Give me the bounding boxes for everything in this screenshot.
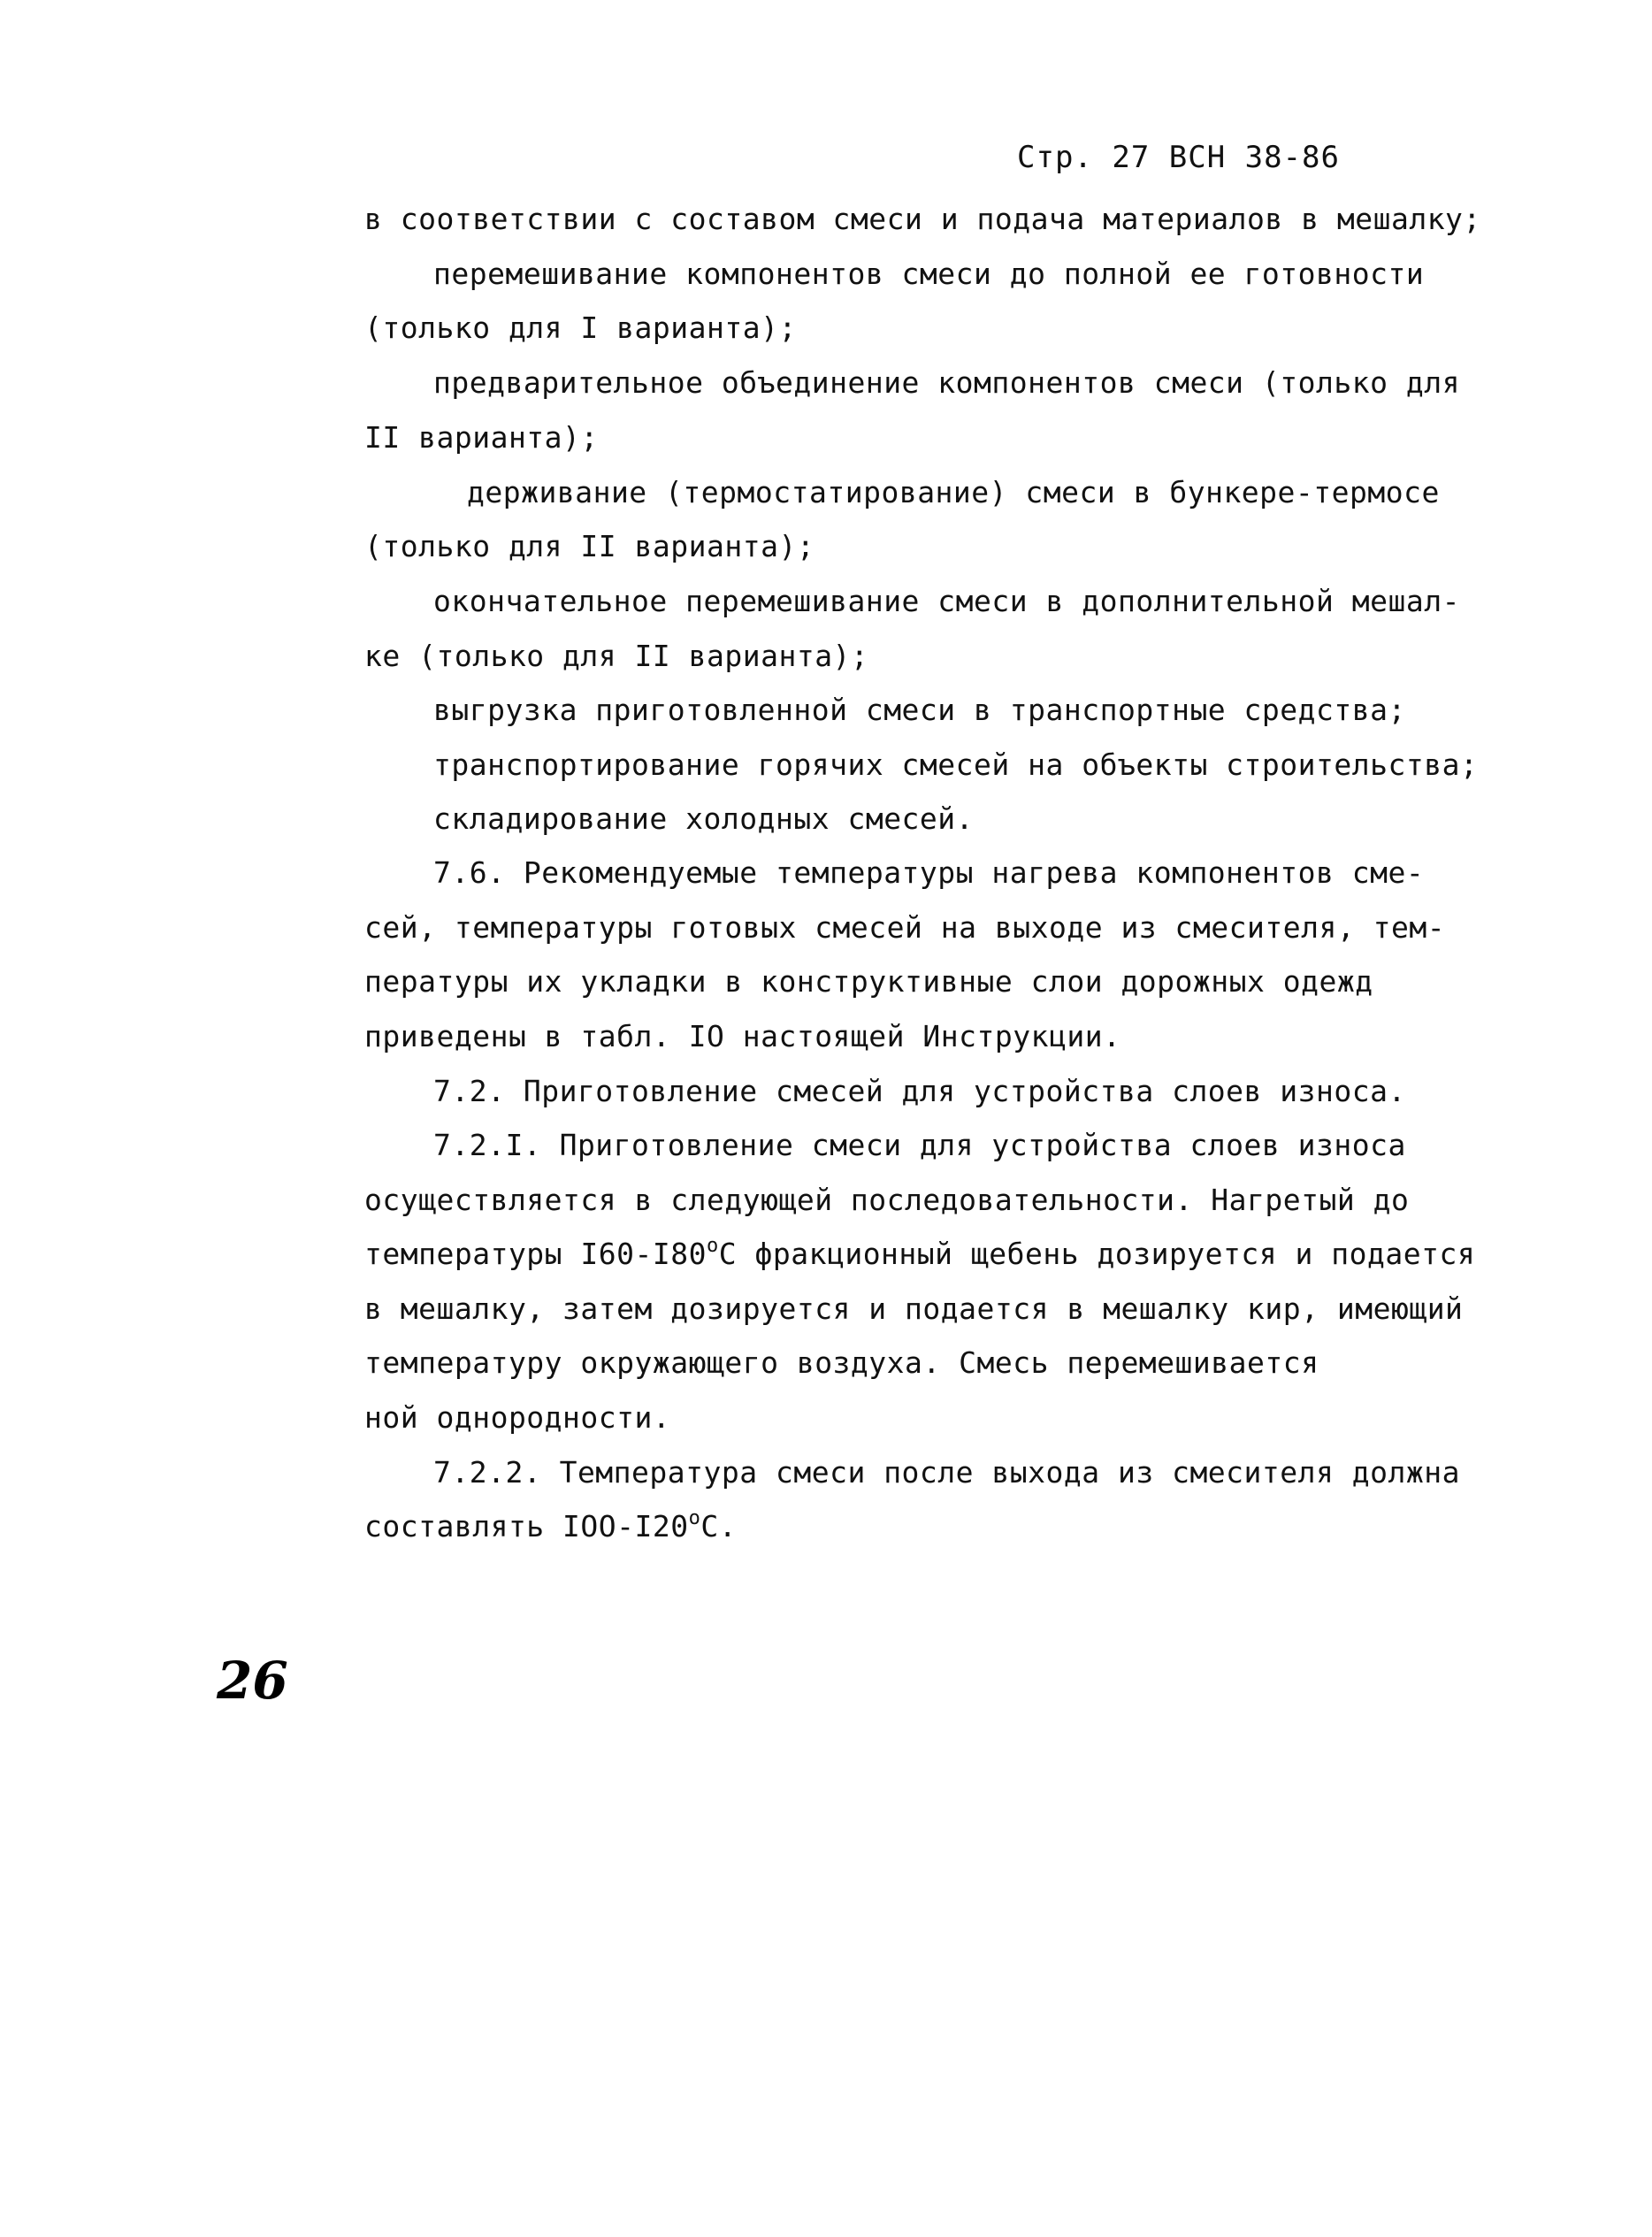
text-segment: составлять IOO-I20 (364, 1509, 689, 1544)
text-line: пературы их укладки в конструктивные слои дорожных одежд (364, 964, 1373, 999)
text-line: 7.2.I. Приготовление смеси для устройства слоев износа (433, 1128, 1406, 1162)
text-line: в соответствии с составом смеси и подача материалов в мешалку; (364, 202, 1481, 236)
text-line: складирование холодных смесей. (433, 801, 975, 836)
text-segment: температуры I60-I80 (364, 1237, 707, 1271)
text-segment: С фракционный щебень дозируется и подается (718, 1237, 1476, 1271)
text-line: сей, температуры готовых смесей на выходе из смесителя, тем- (364, 910, 1446, 945)
text-line: выгрузка приготовленной смеси в транспортные средства; (433, 693, 1406, 727)
text-segment: С. (700, 1509, 738, 1544)
text-line: ке (только для II варианта); (364, 639, 869, 673)
text-line (364, 1509, 737, 1544)
handwritten-page-number: 26 (217, 1651, 288, 1711)
degree-mark: о (707, 1235, 719, 1257)
text-line: температуру окружающего воздуха. Смесь перемешивается (364, 1345, 1319, 1380)
text-line: (только для I варианта); (364, 310, 797, 345)
text-line: транспортирование горячих смесей на объекты строительства; (433, 747, 1479, 782)
text-line: II варианта); (364, 420, 599, 455)
degree-mark: о (688, 1507, 701, 1529)
text-line: осуществляется в следующей последовательности. Нагретый до (364, 1183, 1410, 1217)
text-line: 7.6. Рекомендуемые температуры нагрева компонентов сме- (433, 855, 1425, 890)
text-line: держивание (термостатирование) смеси в бункере-термосе (467, 475, 1440, 509)
text-line: перемешивание компонентов смеси до полной ее готовности (433, 257, 1425, 291)
page-header: Стр. 27 ВСН 38-86 (1017, 140, 1340, 175)
text-line (364, 1237, 1475, 1271)
text-line: (только для II варианта); (364, 529, 815, 563)
text-line: в мешалку, затем дозируется и подается в мешалку кир, имеющий (364, 1291, 1464, 1326)
text-line: 7.2.2. Температура смеси после выхода из смесителя должна (433, 1455, 1460, 1490)
text-line: ной однородности. (364, 1400, 671, 1435)
text-line: окончательное перемешивание смеси в дополнительной мешал- (433, 584, 1460, 618)
text-line: 7.2. Приготовление смесей для устройства слоев износа. (433, 1074, 1406, 1108)
text-line: приведены в табл. IO настоящей Инструкции. (364, 1019, 1121, 1053)
text-line: предварительное объединение компонентов смеси (только для (433, 365, 1460, 400)
